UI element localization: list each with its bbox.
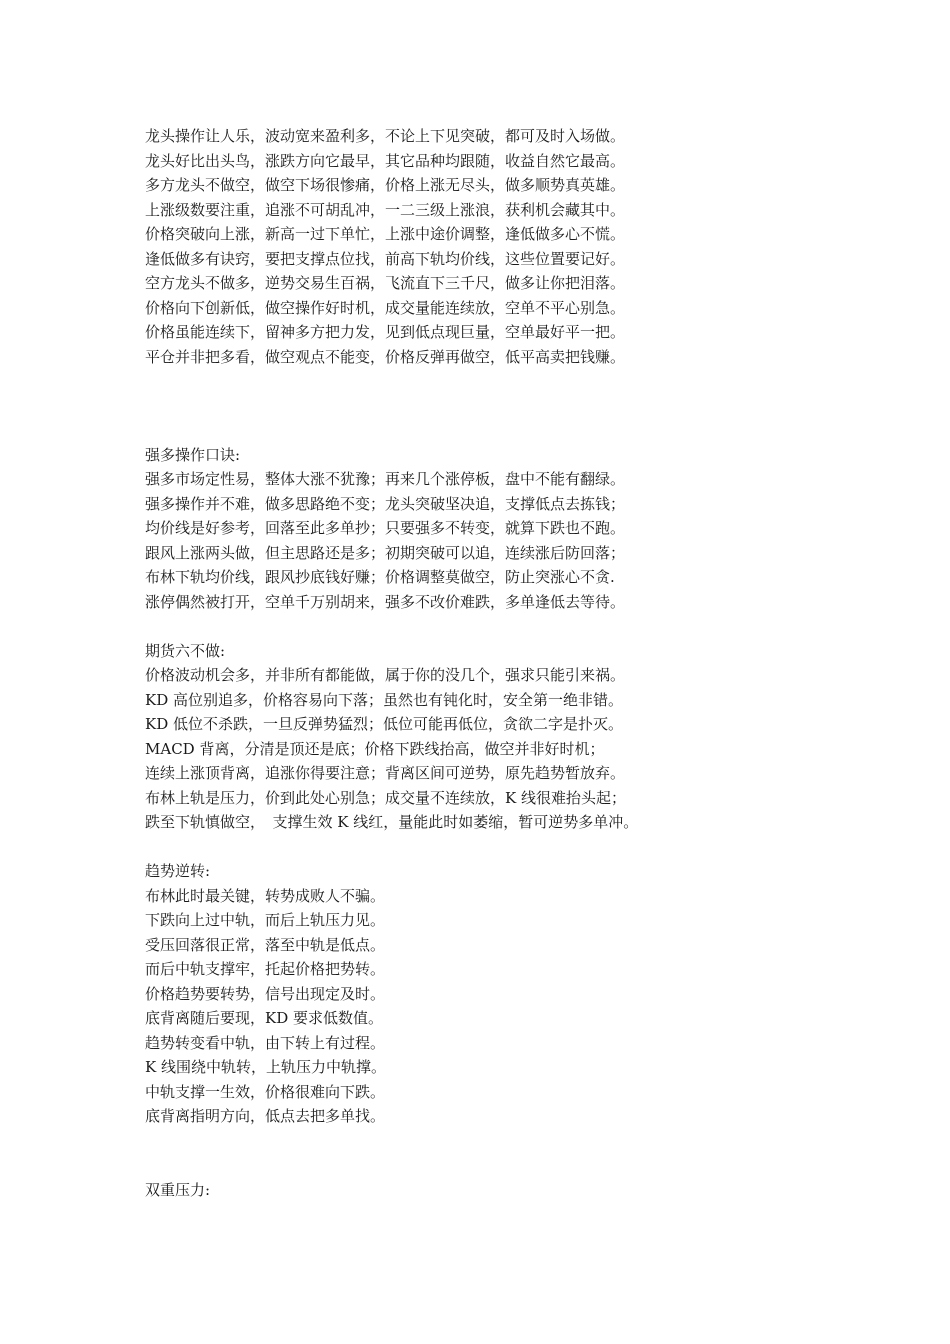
text-line: 下跌向上过中轨，而后上轨压力见。 bbox=[145, 911, 386, 929]
text-line: 多方龙头不做空，做空下场很惨痛，价格上涨无尽头，做多顺势真英雄。 bbox=[145, 176, 626, 194]
section-title: 趋势逆转: bbox=[145, 862, 211, 880]
text-line: 布林上轨是压力，价到此处心别急；成交量不连续放，K 线很难抬头起； bbox=[145, 788, 626, 807]
section-title: 强多操作口诀: bbox=[145, 445, 241, 464]
text-line: 价格虽能连续下，留神多方把力发，见到低点现巨量，空单最好平一把。 bbox=[145, 323, 626, 341]
text-line: K 线围绕中轨转，上轨压力中轨撑。 bbox=[145, 1058, 386, 1076]
text-line: KD 低位不杀跌，一旦反弹势猛烈；低位可能再低位，贪欲二字是扑灭。 bbox=[145, 715, 624, 733]
text-line: 中轨支撑一生效，价格很难向下跌。 bbox=[145, 1082, 386, 1101]
text-line: 上涨级数要注重，追涨不可胡乱冲，一二三级上涨浪，获利机会藏其中。 bbox=[145, 200, 626, 219]
text-line: 均价线是好参考，回落至此多单抄；只要强多不转变，就算下跌也不跑。 bbox=[145, 519, 626, 537]
text-line: 趋势转变看中轨，由下转上有过程。 bbox=[145, 1033, 386, 1052]
section-leader-trading bbox=[145, 124, 845, 369]
spacer bbox=[145, 418, 845, 443]
text-line: 龙头好比出头鸟，涨跌方向它最早，其它品种均跟随，收益自然它最高。 bbox=[145, 151, 626, 170]
text-line: 跌至下轨慎做空， 支撑生效 K 线红，量能此时如萎缩，暂可逆势多单冲。 bbox=[145, 813, 639, 831]
spacer bbox=[145, 369, 845, 418]
section-title: 双重压力: bbox=[145, 1180, 211, 1199]
text-line: 连续上涨顶背离，追涨你得要注意；背离区间可逆势，原先趋势暂放弃。 bbox=[145, 764, 626, 782]
text-line: 而后中轨支撑牢，托起价格把势转。 bbox=[145, 960, 386, 978]
text-line: 空方龙头不做多，逆势交易生百祸，飞流直下三千尺，做多让你把泪落。 bbox=[145, 274, 626, 292]
spacer bbox=[145, 1129, 845, 1178]
text-line: 受压回落很正常，落至中轨是低点。 bbox=[145, 935, 386, 954]
text-line: 逢低做多有诀窍，要把支撑点位找，前高下轨均价线，这些位置要记好。 bbox=[145, 249, 626, 268]
text-line: 强多操作并不难，做多思路绝不变；龙头突破坚决追，支撑低点去拣钱； bbox=[145, 494, 626, 513]
section-title: 期货六不做: bbox=[145, 641, 226, 660]
document-body bbox=[145, 124, 845, 1202]
text-line: 龙头操作让人乐，波动宽来盈利多，不论上下见突破，都可及时入场做。 bbox=[145, 127, 626, 145]
text-line: 价格向下创新低，做空操作好时机，成交量能连续放，空单不平心别急。 bbox=[145, 298, 626, 317]
spacer bbox=[145, 614, 845, 639]
text-line: 价格突破向上涨，新高一过下单忙，上涨中途价调整，逢低做多心不慌。 bbox=[145, 225, 626, 243]
spacer bbox=[145, 835, 845, 860]
text-line: 底背离随后要现，KD 要求低数值。 bbox=[145, 1009, 384, 1027]
text-line: 平仓并非把多看，做空观点不能变，价格反弹再做空，低平高卖把钱赚。 bbox=[145, 347, 626, 366]
section-trend-reversal bbox=[145, 859, 845, 1129]
section-six-donts bbox=[145, 639, 845, 835]
text-line: 价格趋势要转势，信号出现定及时。 bbox=[145, 984, 386, 1003]
text-line: 强多市场定性易，整体大涨不犹豫；再来几个涨停板，盘中不能有翻绿。 bbox=[145, 470, 626, 488]
section-double-pressure bbox=[145, 1178, 845, 1203]
text-line: MACD 背离，分清是顶还是底；价格下跌线抬高，做空并非好时机； bbox=[145, 739, 605, 758]
section-strong-bull bbox=[145, 443, 845, 615]
text-line: 布林下轨均价线，跟风抄底钱好赚；价格调整莫做空，防止突涨心不贪. bbox=[145, 568, 615, 586]
text-line: 涨停偶然被打开，空单千万别胡来，强多不改价难跌，多单逢低去等待。 bbox=[145, 592, 626, 611]
text-line: 底背离指明方向，低点去把多单找。 bbox=[145, 1107, 386, 1125]
text-line: 布林此时最关键，转势成败人不骗。 bbox=[145, 886, 386, 905]
text-line: 跟风上涨两头做，但主思路还是多；初期突破可以追，连续涨后防回落； bbox=[145, 543, 626, 562]
text-line: 价格波动机会多，并非所有都能做，属于你的没几个，强求只能引来祸。 bbox=[145, 666, 626, 684]
text-line: KD 高位别追多，价格容易向下落；虽然也有钝化时，安全第一绝非错。 bbox=[145, 690, 624, 709]
